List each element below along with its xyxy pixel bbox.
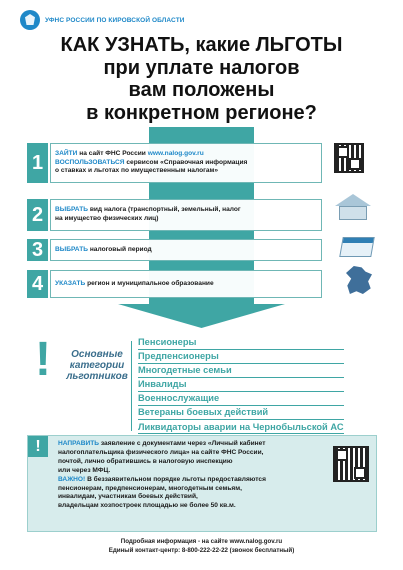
step-text (50, 199, 322, 231)
step-text-part: на имущество физических лиц) (55, 215, 159, 222)
fns-emblem-icon (20, 10, 40, 30)
categories-bracket (131, 341, 135, 431)
step-text-part: на сайт ФНС России (77, 150, 148, 158)
category-item: Предпенсионеры (138, 351, 344, 364)
category-item: Военнослужащие (138, 393, 344, 406)
step-action: УКАЗАТЬ (55, 279, 86, 287)
region-map-icon (346, 266, 372, 294)
categories-list (138, 337, 344, 436)
step-number: 1 (27, 143, 48, 183)
title-line-1: КАК УЗНАТЬ, какие ЛЬГОТЫ (60, 34, 343, 56)
title-line-2: при уплате налогов (103, 56, 300, 79)
step-action: ВЫБРАТЬ (55, 245, 88, 253)
step-text-part: сервисом «Справочная информация (124, 158, 248, 166)
step-text (50, 270, 322, 298)
info-line: или через МФЦ. (58, 466, 111, 474)
step-action: ЗАЙТИ (55, 150, 78, 158)
footer-line-2: Единый контакт-центр: 8-800-222-22-22 (звонок бесплатный) (108, 546, 295, 554)
step-action: ВЫБРАТЬ (55, 206, 88, 214)
categories-title: Основные категории льготников (66, 349, 128, 382)
site-link[interactable]: www.nalog.gov.ru (147, 150, 204, 158)
info-line: владельцам хозпостроек площадью не более 50 кв.м. (58, 502, 236, 510)
calendar-icon (339, 237, 375, 257)
step-text-part: вид налога (транспортный, земельный, налог (87, 206, 241, 214)
step-3 (27, 239, 322, 261)
category-item: Ветераны боевых действий (138, 407, 344, 420)
flow-arrow-head (118, 304, 285, 328)
agency-name: УФНС РОССИИ ПО КИРОВСКОЙ ОБЛАСТИ (45, 16, 185, 24)
info-line: пенсионерам, предпенсионерам, многодетным семьям, (58, 484, 242, 492)
footer-line-1: Подробная информация - на сайте www.nalog.gov.ru (120, 538, 283, 545)
house-icon (335, 194, 371, 220)
step-action: ВОСПОЛЬЗОВАТЬСЯ (55, 158, 125, 166)
exclamation-icon: ! (35, 333, 51, 386)
step-text (50, 143, 322, 183)
step-2 (27, 199, 322, 231)
step-number: 2 (27, 199, 48, 231)
info-line: инвалидам, участникам боевых действий, (58, 493, 198, 501)
step-1 (27, 143, 322, 183)
qr-code-icon (333, 446, 369, 482)
info-line: почтой, лично обратившись в налоговую инспекцию (58, 457, 233, 465)
step-number: 3 (27, 239, 48, 261)
info-line: В беззаявительном порядке льготы предоставляются (85, 475, 266, 483)
info-important: ВАЖНО! (58, 475, 86, 483)
step-number: 4 (27, 270, 48, 298)
qr-code-icon (334, 143, 364, 173)
page-title (0, 34, 403, 124)
category-item: Пенсионеры (138, 337, 344, 350)
step-4 (27, 270, 322, 298)
step-text-part: о ставках и льготах по имущественным налогам» (55, 167, 219, 175)
info-line: налогоплательщика физического лица» на сайте ФНС России, (58, 448, 264, 456)
title-line-3: вам положены (128, 79, 275, 101)
category-item: Ликвидаторы аварии на Чернобыльской АС (138, 422, 344, 435)
header (20, 10, 185, 30)
info-box (27, 435, 377, 532)
step-text (50, 239, 322, 261)
info-action: НАПРАВИТЬ (58, 440, 100, 447)
step-text-part: налоговый период (87, 245, 152, 253)
info-text (58, 440, 326, 511)
exclamation-icon: ! (28, 436, 48, 457)
step-text-part: регион и муниципальное образование (85, 279, 214, 287)
info-line: заявление с документами через «Личный кабинет (99, 440, 266, 447)
footer (0, 538, 403, 555)
categories-heading (35, 335, 133, 393)
title-line-4: в конкретном регионе? (86, 101, 317, 124)
category-item: Многодетные семьи (138, 365, 344, 378)
category-item: Инвалиды (138, 379, 344, 392)
